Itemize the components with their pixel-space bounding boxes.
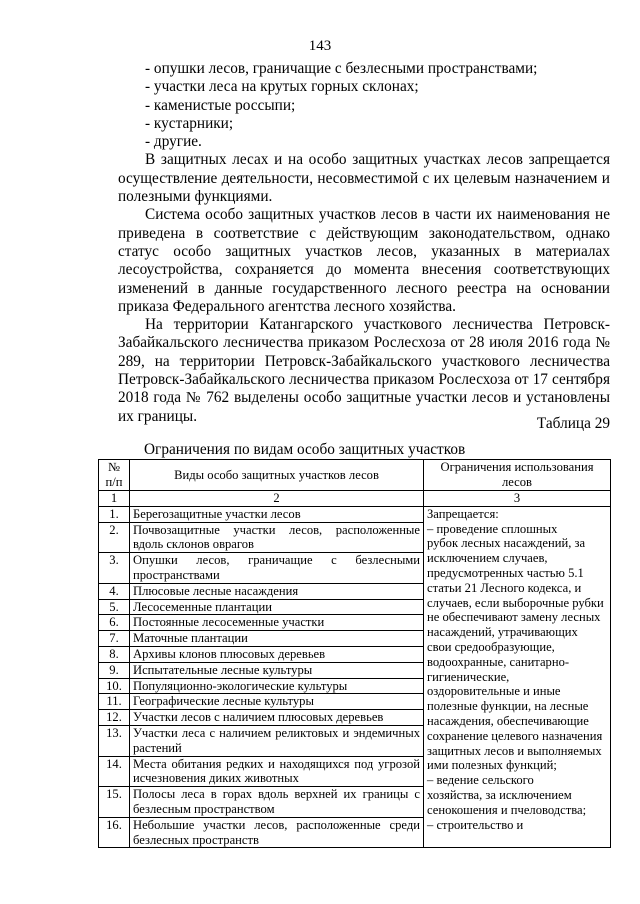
restriction-line: сохранение целевого назначения [427, 728, 603, 743]
header-num: № п/п [99, 460, 130, 491]
restriction-line: сенокошения и пчеловодства; [427, 802, 587, 817]
row-type: Опушки лесов, граничащие с безлесными пространствами [130, 553, 424, 584]
paragraph: Система особо защитных участков лесов в части их наименования не приведена в соответствие с действующим законодательством, однако статус особо защитных участков лесов, указанных в материалах лесоустройства, сохраняется до момента внесения соответствующих изменений в данные государственного лесного реестра на основании приказа Федерального агентства лесного хозяйства. [118, 206, 610, 315]
row-type: Участки леса с наличием реликтовых и эндемичных растений [130, 725, 424, 756]
row-number: 11. [99, 694, 130, 710]
row-number: 1. [99, 506, 130, 522]
restriction-line: насаждений, утрачивающих [427, 625, 578, 640]
restrictions-cell [424, 506, 611, 848]
restriction-line: статьи 21 Лесного кодекса, и [427, 580, 582, 595]
bullet-item: - кустарники; [145, 114, 234, 132]
table-index-row [99, 491, 611, 507]
row-number: 13. [99, 725, 130, 756]
bullet-item: - участки леса на крутых горных склонах; [145, 78, 419, 96]
restriction-line: – проведение сплошных [427, 521, 558, 536]
page-number: 143 [308, 38, 332, 54]
restriction-line: хозяйства, за исключением [427, 787, 572, 802]
row-number: 3. [99, 553, 130, 584]
row-type: Полосы леса в горах вдоль верхней их границы с безлесным пространством [130, 787, 424, 818]
paragraph: На территории Катангарского участкового лесничества Петровск-Забайкальского лесничества приказом Рослесхоза от 28 июля 2016 года № 289, на территории Петровск-Забайкальского участкового лесничества Петровск-Забайкальского лесничества приказом Рослесхоза от 17 сентября 2018 года № 762 выделены особо защитные участки лесов и установлены их границы. [118, 316, 610, 425]
row-number: 7. [99, 631, 130, 647]
restriction-line: защитных лесов и выполняемых [427, 743, 602, 758]
restriction-line: – ведение сельского [427, 773, 534, 788]
row-number: 16. [99, 817, 130, 848]
restriction-line: Запрещается: [427, 506, 499, 521]
row-number: 12. [99, 710, 130, 726]
restrictions-table [98, 459, 611, 848]
index-cell: 3 [424, 491, 611, 507]
restriction-line: насаждения, обеспечивающие [427, 713, 589, 728]
row-number: 4. [99, 583, 130, 599]
row-type: Берегозащитные участки лесов [130, 506, 424, 522]
header-type: Виды особо защитных участков лесов [130, 460, 424, 491]
row-number: 6. [99, 615, 130, 631]
body-text [118, 60, 610, 426]
row-type: Почвозащитные участки лесов, расположенные вдоль склонов оврагов [130, 522, 424, 553]
row-number: 10. [99, 678, 130, 694]
row-number: 9. [99, 662, 130, 678]
row-type: Испытательные лесные культуры [130, 662, 424, 678]
restriction-line: предусмотренных частью 5.1 [427, 565, 584, 580]
row-number: 2. [99, 522, 130, 553]
restriction-line: гигиенические, [427, 669, 510, 684]
bullet-item: - опушки лесов, граничащие с безлесными пространствами; [145, 60, 538, 77]
restriction-line: рубок лесных насаждений, за [427, 536, 586, 551]
row-type: Небольшие участки лесов, расположенные среди безлесных пространств [130, 817, 424, 848]
restriction-line: не обеспечивают замену лесных [427, 610, 601, 625]
restriction-line: оздоровительные и иные [427, 684, 561, 699]
restriction-line: водоохранные, санитарно- [427, 654, 570, 669]
table-caption: Ограничения по видам особо защитных участков [144, 441, 466, 458]
table-header-row [99, 460, 611, 491]
bullet-item: - каменистые россыпи; [145, 96, 296, 114]
row-type: Географические лесные культуры [130, 694, 424, 710]
row-type: Постоянные лесосеменные участки [130, 615, 424, 631]
paragraph: В защитных лесах и на особо защитных участках лесов запрещается осуществление деятельности, несовместимой с их целевым назначением и полезными функциями. [118, 151, 610, 206]
restriction-line: исключением случаев, [427, 551, 548, 566]
row-type: Маточные плантации [130, 631, 424, 647]
row-type: Плюсовые лесные насаждения [130, 583, 424, 599]
restriction-line: свои средообразующие, [427, 639, 555, 654]
restriction-line: ими полезных функций; [427, 758, 557, 773]
bullet-item: - другие. [145, 133, 202, 151]
table-row [99, 506, 611, 522]
restriction-line: случаев, если выборочные рубки [427, 595, 604, 610]
row-type: Архивы клонов плюсовых деревьев [130, 646, 424, 662]
restriction-line: – строительство и [427, 817, 524, 832]
row-type: Лесосеменные плантации [130, 599, 424, 615]
row-type: Участки лесов с наличием плюсовых деревьев [130, 710, 424, 726]
row-number: 14. [99, 756, 130, 787]
table-label: Таблица 29 [536, 415, 610, 432]
restriction-line: полезные функции, на лесные [427, 699, 589, 714]
row-number: 8. [99, 646, 130, 662]
row-type: Популяционно-экологические культуры [130, 678, 424, 694]
index-cell: 2 [130, 491, 424, 507]
index-cell: 1 [99, 491, 130, 507]
row-number: 5. [99, 599, 130, 615]
row-type: Места обитания редких и находящихся под угрозой исчезновения диких животных [130, 756, 424, 787]
header-restrictions: Ограничения использования лесов [424, 460, 611, 491]
row-number: 15. [99, 787, 130, 818]
